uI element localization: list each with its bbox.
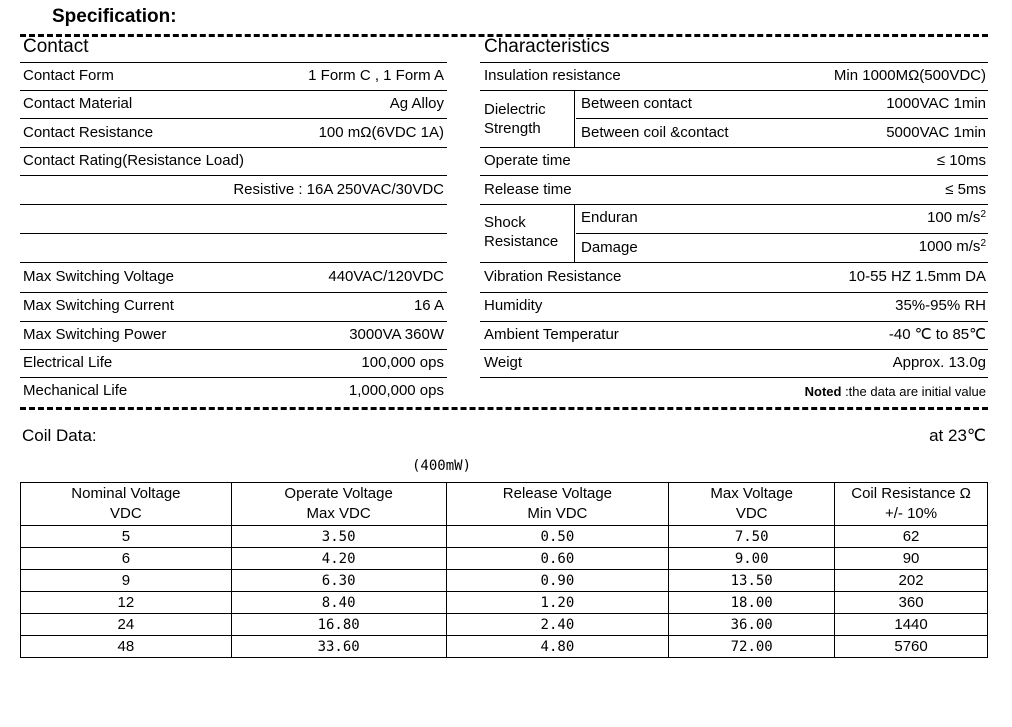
rule (20, 118, 447, 119)
contact-rating-value: Resistive : 16A 250VAC/30VDC (233, 181, 444, 198)
rule (20, 233, 447, 234)
table-cell: 1440 (835, 614, 988, 636)
table-row (21, 592, 988, 614)
ambient-temperature-value: -40 ℃ to 85℃ (888, 326, 986, 343)
mechanical-life-value: 1,000,000 ops (348, 382, 444, 399)
column-header: Release Voltage Min VDC (446, 483, 669, 526)
column-header: Nominal Voltage VDC (21, 483, 232, 526)
shock-label-2: Resistance (484, 233, 559, 250)
shock-damage-label: Damage (581, 239, 638, 256)
table-cell: 13.50 (669, 570, 835, 592)
rule (480, 321, 988, 322)
rule (480, 262, 988, 263)
initial-value-note (805, 382, 986, 402)
rule (20, 62, 447, 63)
rule (480, 204, 988, 205)
table-cell: 9.00 (669, 548, 835, 570)
rule (576, 233, 988, 234)
contact-heading: Contact (23, 36, 89, 57)
shock-label-1: Shock (484, 214, 526, 231)
table-cell: 5760 (835, 636, 988, 658)
between-contact-value: 1000VAC 1min (886, 95, 986, 112)
table-cell: 4.20 (231, 548, 446, 570)
max-switching-voltage-label: Max Switching Voltage (23, 268, 174, 285)
between-coil-contact-label: Between coil &contact (581, 124, 729, 141)
table-cell: 16.80 (231, 614, 446, 636)
superscript: 2 (980, 209, 986, 220)
vibration-value: 10-55 HZ 1.5mm DA (848, 268, 986, 285)
contact-form-value: 1 Form C , 1 Form A (308, 67, 444, 84)
table-cell: 0.50 (446, 526, 669, 548)
spec-title: Specification: (52, 6, 177, 27)
operate-time-value: ≤ 10ms (936, 152, 986, 169)
between-contact-label: Between contact (581, 95, 692, 112)
rule (480, 175, 988, 176)
coil-temperature: at 23℃ (929, 426, 986, 445)
rule (480, 147, 988, 148)
electrical-life-label: Electrical Life (23, 354, 113, 371)
max-switching-voltage-value: 440VAC/120VDC (328, 268, 444, 285)
release-time-value: ≤ 5ms (945, 181, 986, 198)
contact-rating-label: Contact Rating(Resistance Load) (23, 152, 244, 169)
table-cell: 3.50 (231, 526, 446, 548)
table-cell: 9 (21, 570, 232, 592)
table-cell: 72.00 (669, 636, 835, 658)
between-coil-contact-value: 5000VAC 1min (886, 124, 986, 141)
table-row (21, 570, 988, 592)
column-header: Max Voltage VDC (669, 483, 835, 526)
table-cell: 36.00 (669, 614, 835, 636)
dielectric-label-1: Dielectric (484, 101, 546, 118)
contact-material-label: Contact Material (23, 95, 133, 112)
table-cell: 0.90 (446, 570, 669, 592)
contact-form-label: Contact Form (23, 67, 114, 84)
table-row (21, 526, 988, 548)
humidity-label: Humidity (484, 297, 543, 314)
insulation-label: Insulation resistance (484, 67, 621, 84)
rule (480, 292, 988, 293)
table-cell: 90 (835, 548, 988, 570)
column-header: Operate Voltage Max VDC (231, 483, 446, 526)
table-row (21, 636, 988, 658)
ambient-temperature-label: Ambient Temperatur (484, 326, 619, 343)
coil-data-heading: Coil Data: (22, 426, 97, 445)
rule (20, 292, 447, 293)
vibration-label: Vibration Resistance (484, 268, 622, 285)
table-cell: 7.50 (669, 526, 835, 548)
table-cell: 33.60 (231, 636, 446, 658)
rule (480, 90, 988, 91)
insulation-value: Min 1000MΩ(500VDC) (833, 67, 986, 84)
table-row (21, 614, 988, 636)
bottom-dashed-rule (20, 407, 988, 410)
electrical-life-value: 100,000 ops (361, 354, 444, 371)
mechanical-life-label: Mechanical Life (23, 382, 128, 399)
contact-material-value: Ag Alloy (389, 95, 444, 112)
rule (20, 90, 447, 91)
table-cell: 62 (835, 526, 988, 548)
contact-resistance-label: Contact Resistance (23, 124, 154, 141)
rule (20, 147, 447, 148)
rule (20, 204, 447, 205)
superscript: 2 (980, 238, 986, 249)
table-cell: 5 (21, 526, 232, 548)
rule (20, 321, 447, 322)
rule (20, 377, 447, 378)
table-cell: 24 (21, 614, 232, 636)
shock-endurance-value: 100 $m/s^2$ (927, 209, 986, 226)
divider (574, 204, 575, 262)
table-row (21, 548, 988, 570)
rule (480, 349, 988, 350)
max-switching-power-label: Max Switching Power (23, 326, 167, 343)
max-switching-power-value: 3000VA 360W (349, 326, 444, 343)
note-text: :the data are initial value (841, 384, 986, 399)
weight-label: Weigt (484, 354, 523, 371)
coil-header-row (21, 483, 988, 526)
shock-endurance-label: Enduran (581, 209, 638, 226)
rule (20, 175, 447, 176)
shock-damage-value: 1000 $m/s^2$ (918, 238, 986, 255)
rule (20, 349, 447, 350)
table-cell: 360 (835, 592, 988, 614)
rule (480, 377, 988, 378)
contact-resistance-value: 100 mΩ(6VDC 1A) (318, 124, 444, 141)
divider (574, 90, 575, 147)
table-cell: 18.00 (669, 592, 835, 614)
table-cell: 12 (21, 592, 232, 614)
table-cell: 1.20 (446, 592, 669, 614)
rule (20, 262, 447, 263)
table-cell: 4.80 (446, 636, 669, 658)
coil-data-table (20, 482, 988, 658)
rule (576, 118, 988, 119)
operate-time-label: Operate time (484, 152, 571, 169)
max-switching-current-value: 16 A (413, 297, 444, 314)
humidity-value: 35%-95% RH (895, 297, 986, 314)
table-cell: 6 (21, 548, 232, 570)
table-cell: 6.30 (231, 570, 446, 592)
note-bold: Noted (804, 384, 842, 399)
column-header: Coil Resistance Ω +/- 10% (835, 483, 988, 526)
coil-power: (400mW) (412, 458, 472, 474)
table-cell: 0.60 (446, 548, 669, 570)
release-time-label: Release time (484, 181, 572, 198)
max-switching-current-label: Max Switching Current (23, 297, 174, 314)
table-cell: 8.40 (231, 592, 446, 614)
table-cell: 202 (835, 570, 988, 592)
dielectric-label-2: Strength (484, 120, 541, 137)
table-cell: 48 (21, 636, 232, 658)
characteristics-heading: Characteristics (484, 36, 610, 57)
rule (480, 62, 988, 63)
weight-value: Approx. 13.0g (892, 354, 986, 371)
table-cell: 2.40 (446, 614, 669, 636)
